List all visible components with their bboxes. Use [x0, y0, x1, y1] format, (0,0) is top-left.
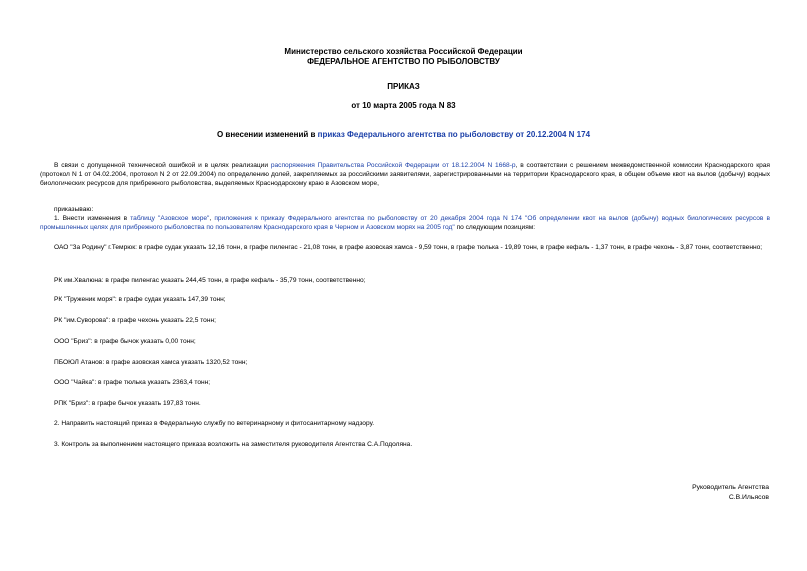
doc-date-number: от 10 марта 2005 года N 83 [351, 101, 456, 110]
agency-line: ФЕДЕРАЛЬНОЕ АГЕНТСТВО ПО РЫБОЛОВСТВУ [307, 57, 500, 66]
item-1-text-2: , [209, 215, 215, 222]
order-word: приказываю: [54, 206, 94, 213]
azov-sea-table-link[interactable]: таблицу "Азовское море" [130, 215, 210, 222]
position-atanov: ПБОЮЛ Атанов: в графе азовская хамса указать 1320,52 тонн; [54, 359, 248, 366]
position-ooo-briz: ООО "Бриз": в графе бычок указать 0,00 тонн; [54, 338, 196, 345]
item-1-text-1: 1. Внести изменения в [54, 215, 131, 222]
signature-name: С.В.Ильясов [728, 494, 769, 501]
item-3-paragraph: 3. Контроль за выполнением настоящего приказа возложить на заместителя руководителя Агентства С.А.Подоляна. [54, 441, 413, 448]
doc-title [0, 130, 807, 140]
intro-text-1: В связи с допущенной технической ошибкой и в целях реализации [54, 162, 271, 169]
ministry-line: Министерство сельского хозяйства Российской Федерации [284, 47, 523, 56]
position-khvalyuna: РК им.Хвалюна: в графе пиленгас указать 244,45 тонн, в графе кефаль - 35,79 тонн, соответственно; [54, 277, 366, 284]
signature-position: Руководитель Агентства [692, 484, 769, 491]
government-decree-link[interactable]: распоряжения Правительства Российской Федерации от 18.12.2004 N 1668-р [270, 162, 516, 169]
item-2-paragraph: 2. Направить настоящий приказ в Федеральную службу по ветеринарному и фитосанитарному надзору. [54, 420, 375, 427]
position-za-rodinu: ОАО "За Родину" г.Темрюк: в графе судак указать 12,16 тонн, в графе пиленгас - 21,08 тонн, в графе азовская хамса - 9,59 тонн, в графе тюлька - 19,89 тонн, в графе кефаль - 1,37 тонн, в графе чехонь - 3,87 тонн, соответственно; [54, 244, 763, 251]
intro-paragraph [40, 161, 770, 188]
doc-type: ПРИКАЗ [387, 82, 420, 91]
title-order-link[interactable]: приказ Федерального агентства по рыболовству от 20.12.2004 N 174 [317, 130, 591, 139]
position-chaika: ООО "Чайка": в графе тюлька указать 2363,4 тонн; [54, 379, 211, 386]
intro-text-2: , в соответствии с решением межведомственной комиссии Краснодарского края (протокол N 1 от 04.02.2004, протокол N 2 от 22.09.2004) по определению долей, закрепляемых за российскими заявителями, зарегистрированными на территории Краснодарского края, в общем объеме квот на вылов (добычу) водных биологических ресурсов для прибрежного рыболовства, выделяемых Краснодарскому краю в Азовском море, [40, 162, 770, 187]
title-prefix: О внесении изменений в [216, 130, 318, 139]
position-suvorova: РК "им.Суворова": в графе чехонь указать 22,5 тонн; [54, 317, 216, 324]
item-1-paragraph [40, 214, 770, 232]
order-appendix-link[interactable]: приложения к приказу Федерального агентства по рыболовству от 20 декабря 2004 года N 174 "Об определении квот на вылов (добычу) водных биологических ресурсов в промышленных целях для прибрежного рыболовства по пользователям Краснодарского края в Черном и Азовском морях на 2005 год" [40, 215, 770, 231]
position-truzhenik-morya: РК "Труженик моря": в графе судак указать 147,39 тонн; [54, 296, 226, 303]
item-1-text-3: по следующим позициям: [454, 224, 536, 231]
position-rpk-briz: РПК "Бриз": в графе бычок указать 197,83 тонн. [54, 400, 201, 407]
